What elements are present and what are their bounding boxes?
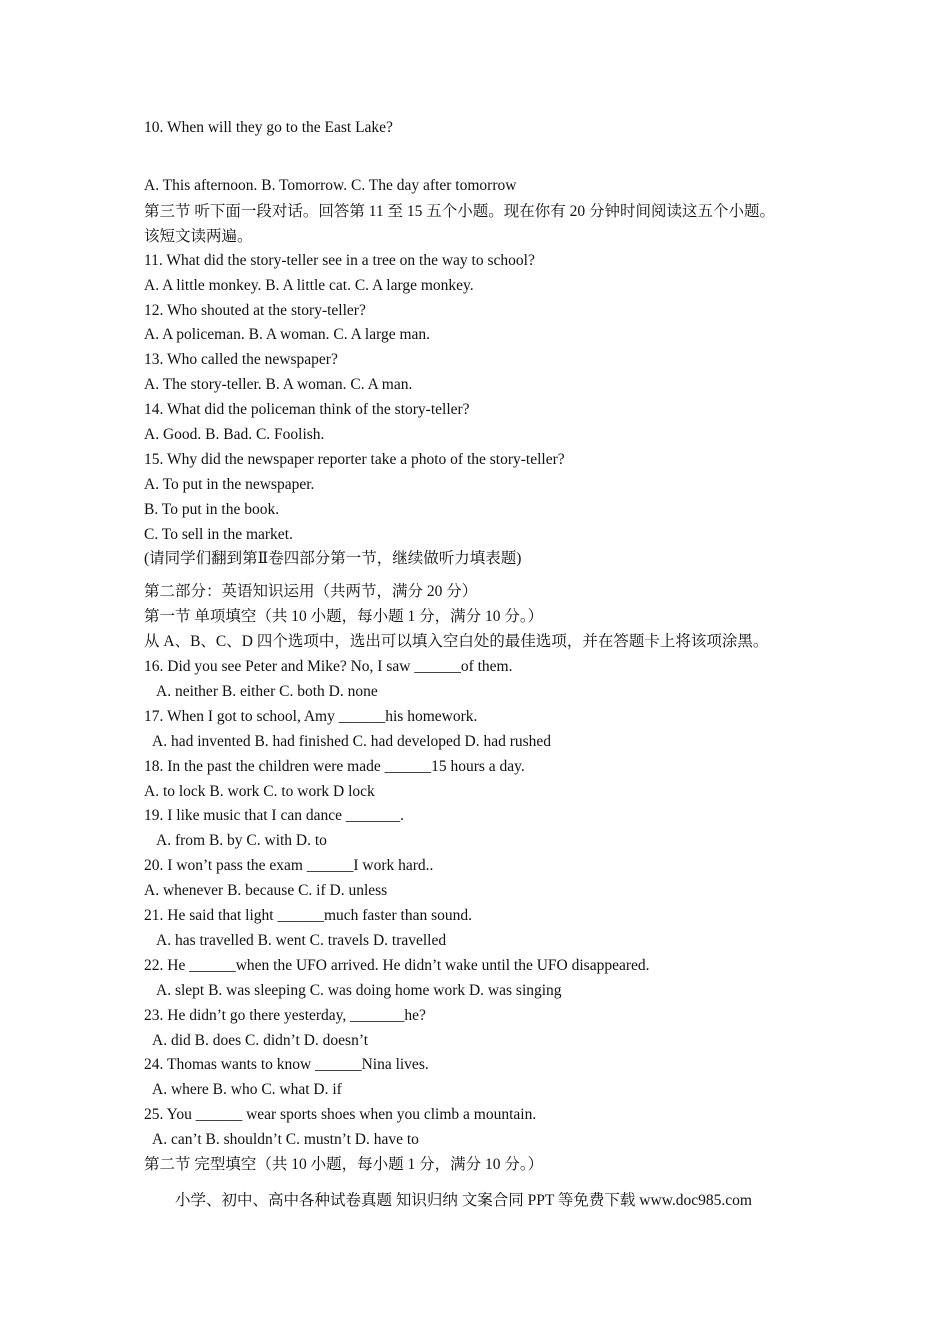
question-21-options: A. has travelled B. went C. travels D. travelled xyxy=(156,932,447,949)
question-23-options: A. did B. does C. didn’t D. doesn’t xyxy=(152,1032,369,1049)
question-22: 22. He ______when the UFO arrived. He didn’t wake until the UFO disappeared. xyxy=(144,957,650,974)
question-15: 15. Why did the newspaper reporter take a photo of the story-teller? xyxy=(144,451,565,468)
question-10: 10. When will they go to the East Lake? xyxy=(144,119,393,136)
question-18-options: A. to lock B. work C. to work D lock xyxy=(144,783,375,800)
question-14-options: A. Good. B. Bad. C. Foolish. xyxy=(144,426,325,443)
section3-instructions: 第三节 听下面一段对话。回答第 11 至 15 五个小题。现在你有 20 分钟时间阅读这五个小题。 xyxy=(144,203,776,220)
question-14: 14. What did the policeman think of the story-teller? xyxy=(144,401,470,418)
question-12-options: A. A policeman. B. A woman. C. A large man. xyxy=(144,326,431,343)
question-25-options: A. can’t B. shouldn’t C. mustn’t D. have to xyxy=(152,1131,419,1148)
question-19: 19. I like music that I can dance _______. xyxy=(144,807,404,824)
question-10-options: A. This afternoon. B. Tomorrow. C. The day after tomorrow xyxy=(144,177,517,194)
question-17-options: A. had invented B. had finished C. had developed D. had rushed xyxy=(152,733,552,750)
question-12: 12. Who shouted at the story-teller? xyxy=(144,302,366,319)
section3-instructions-2: 该短文读两遍。 xyxy=(144,228,253,245)
question-15-option-a: A. To put in the newspaper. xyxy=(144,476,315,493)
section1-heading: 第一节 单项填空（共 10 小题，每小题 1 分，满分 10 分。） xyxy=(144,608,544,625)
question-17: 17. When I got to school, Amy ______his homework. xyxy=(144,708,478,725)
question-19-options: A. from B. by C. with D. to xyxy=(156,832,327,849)
question-11: 11. What did the story-teller see in a tree on the way to school? xyxy=(144,252,535,269)
question-18: 18. In the past the children were made ______15 hours a day. xyxy=(144,758,525,775)
question-15-option-b: B. To put in the book. xyxy=(144,501,280,518)
part2-heading: 第二部分：英语知识运用（共两节，满分 20 分） xyxy=(144,583,478,600)
question-20-options: A. whenever B. because C. if D. unless xyxy=(144,882,388,899)
question-24-options: A. where B. who C. what D. if xyxy=(152,1081,342,1098)
question-21: 21. He said that light ______much faster than sound. xyxy=(144,907,473,924)
question-11-options: A. A little monkey. B. A little cat. C. A large monkey. xyxy=(144,277,474,294)
question-20: 20. I won’t pass the exam ______I work hard.. xyxy=(144,857,434,874)
question-24: 24. Thomas wants to know ______Nina lives. xyxy=(144,1056,429,1073)
turn-page-note: (请同学们翻到第Ⅱ卷四部分第一节，继续做听力填表题) xyxy=(144,550,522,567)
question-13: 13. Who called the newspaper? xyxy=(144,351,338,368)
section1-instructions: 从 A、B、C、D 四个选项中，选出可以填入空白处的最佳选项，并在答题卡上将该项涂黑。 xyxy=(144,633,769,650)
question-16: 16. Did you see Peter and Mike? No, I saw ______of them. xyxy=(144,658,513,675)
question-13-options: A. The story-teller. B. A woman. C. A man. xyxy=(144,376,413,393)
question-15-option-c: C. To sell in the market. xyxy=(144,526,293,543)
page-footer: 小学、初中、高中各种试卷真题 知识归纳 文案合同 PPT 等免费下载 www.doc985.com xyxy=(175,1192,752,1209)
question-16-options: A. neither B. either C. both D. none xyxy=(156,683,378,700)
section2-heading: 第二节 完型填空（共 10 小题，每小题 1 分，满分 10 分。） xyxy=(144,1156,544,1173)
question-22-options: A. slept B. was sleeping C. was doing home work D. was singing xyxy=(156,982,562,999)
question-25: 25. You ______ wear sports shoes when you climb a mountain. xyxy=(144,1106,537,1123)
question-23: 23. He didn’t go there yesterday, _______he? xyxy=(144,1007,426,1024)
